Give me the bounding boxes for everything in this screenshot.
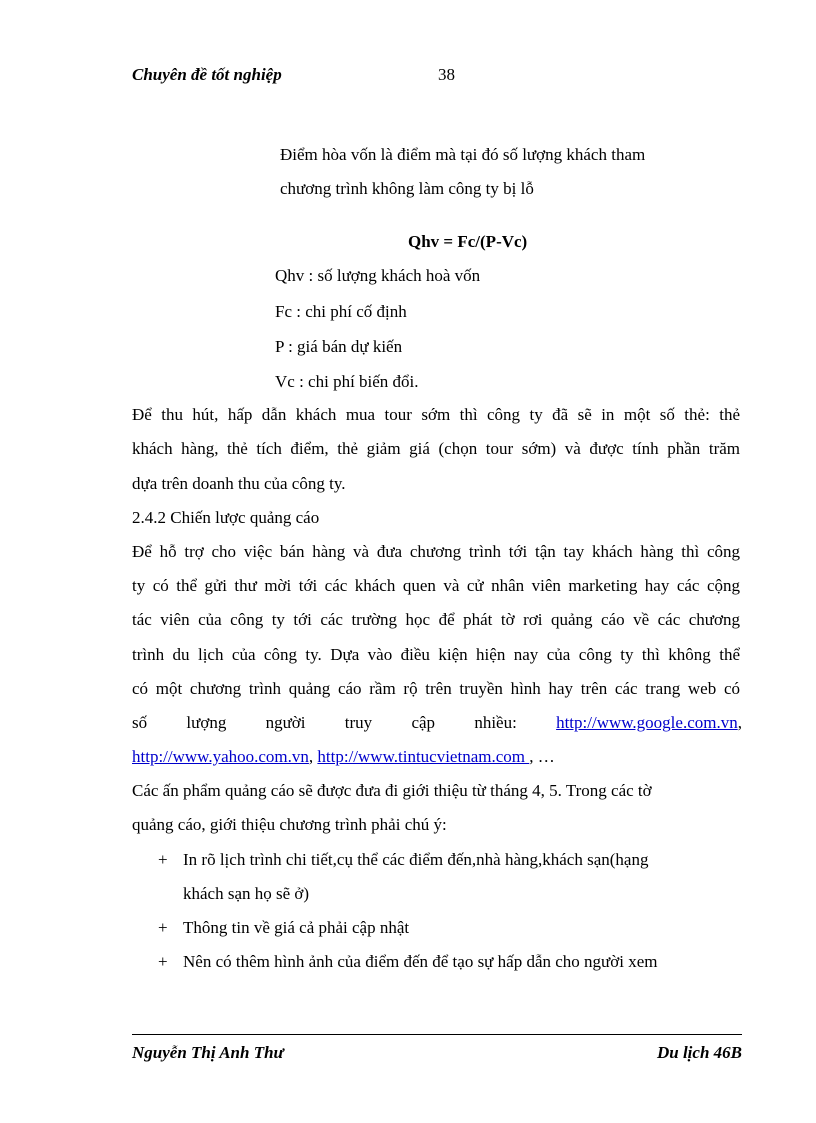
paragraph-1-line-2: khách hàng, thẻ tích điểm, thẻ giảm giá (chọn tour sớm) và được tính phần trăm [132, 439, 740, 458]
link-tintucvietnam[interactable]: http://www.tintucvietnam.com [317, 747, 530, 766]
break-even-formula: Qhv = Fc/(P-Vc) [408, 232, 528, 251]
word: số [132, 713, 148, 732]
bullet-mark: + [158, 918, 168, 937]
paragraph-1-line-1: Để thu hút, hấp dẫn khách mua tour sớm thì công ty đã sẽ in một số thẻ: thẻ [132, 405, 740, 424]
bullet-mark: + [158, 850, 168, 869]
intro-line-2: chương trình không làm công ty bị lỗ [280, 179, 534, 198]
ellipsis: , … [529, 747, 555, 766]
link-google[interactable]: http://www.google.com.vn [556, 713, 738, 732]
word: người [265, 713, 306, 732]
paragraph-2-line-5: có một chương trình quảng cáo rầm rộ trên truyền hình hay trên các trang web có [132, 679, 740, 698]
bullet-1-line-1: In rõ lịch trình chi tiết,cụ thể các điểm đến,nhà hàng,khách sạn(hạng [183, 850, 649, 869]
bullet-mark: + [158, 952, 168, 971]
footer-divider [132, 1034, 742, 1035]
footer-author: Nguyễn Thị Anh Thư [132, 1043, 284, 1062]
definition-qhv: Qhv : số lượng khách hoà vốn [275, 266, 481, 285]
paragraph-2-line-3: tác viên của công ty tới các trường học để phát tờ rơi quảng cáo về các chương [132, 610, 740, 629]
paragraph-2-line-2: ty có thể gửi thư mời tới các khách quen và cử nhân viên marketing hay các cộng [132, 576, 740, 595]
bullet-2: Thông tin về giá cả phải cập nhật [183, 918, 410, 937]
definition-vc: Vc : chi phí biến đổi. [275, 372, 419, 391]
page-number: 38 [438, 65, 455, 84]
paragraph-3-line-1: Các ấn phẩm quảng cáo sẽ được đưa đi giới thiệu từ tháng 4, 5. Trong các tờ [132, 781, 652, 800]
paragraph-3-line-2: quảng cáo, giới thiệu chương trình phải chú ý: [132, 815, 447, 834]
word: nhiều: [474, 713, 517, 732]
paragraph-1-line-3: dựa trên doanh thu của công ty. [132, 474, 346, 493]
bullet-3: Nên có thêm hình ảnh của điểm đến để tạo sự hấp dẫn cho người xem [183, 952, 658, 971]
link-yahoo[interactable]: http://www.yahoo.com.vn [132, 747, 309, 766]
definition-fc: Fc : chi phí cố định [275, 302, 407, 321]
intro-line-1: Điểm hòa vốn là điểm mà tại đó số lượng khách tham [280, 145, 646, 164]
word: truy [344, 713, 373, 732]
section-heading: 2.4.2 Chiến lược quảng cáo [132, 508, 320, 527]
word: cập [411, 713, 436, 732]
paragraph-2-line-7: http://www.yahoo.com.vn, http://www.tintucvietnam.com , … [132, 747, 555, 766]
definition-p: P : giá bán dự kiến [275, 337, 403, 356]
paragraph-2-line-1: Để hỗ trợ cho việc bán hàng và đưa chương trình tới tận tay khách hàng thì công [132, 542, 740, 561]
footer-class: Du lịch 46B [656, 1043, 742, 1062]
paragraph-2-line-4: trình du lịch của công ty. Dựa vào điều kiện hiện nay của công ty thì không thể [132, 645, 740, 664]
word: lượng [186, 713, 227, 732]
paragraph-2-line-6: số lượng người truy cập nhiều: http://www.google.com.vn, [132, 713, 742, 732]
bullet-1-line-2: khách sạn họ sẽ ở) [183, 884, 310, 903]
header-title: Chuyên đề tốt nghiệp [132, 65, 282, 84]
